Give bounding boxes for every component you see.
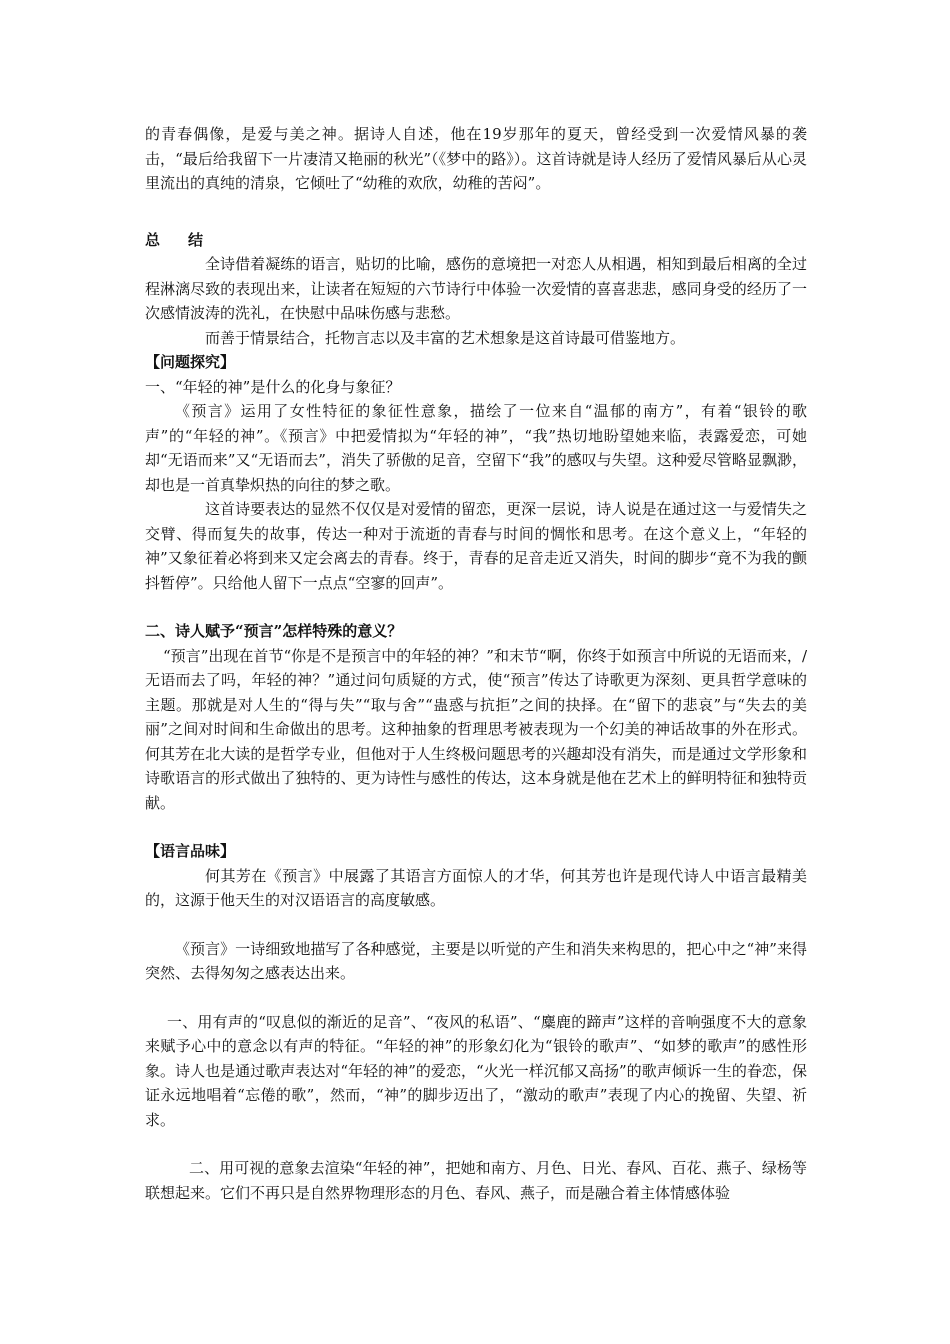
summary-paragraph-2: 而善于情景结合，托物言志以及丰富的艺术想象是这首诗最可借鉴地方。 <box>205 328 686 347</box>
spacer <box>145 1132 807 1156</box>
spacer <box>145 913 807 937</box>
inquiry-q2-paragraph: “预言”出现在首节“你是不是预言中的年轻的神？”和末节“啊，你终于如预言中所说的无语而来，/无语而去了吗，年轻的神？”通过问句质疑的方式，使“预言”传达了诗歌更为深刻、更具哲学意味的主题。那就是对人生的“得与失”“取与舍”“蛊惑与抗拒”之间的抉择。在“留下的悲哀”与“失去的美丽”之间对时间和生命做出的思考。这种抽象的哲理思考被表现为一个幻美的神话故事的外在形式。何其芳在北大读的是哲学专业，但他对于人生终极问题思考的兴趣却没有消失，而是通过文学形象和诗歌语言的形式做出了独特的、更为诗性与感性的传达，这本身就是他在艺术上的鲜明特征和独特贡献。 <box>145 646 807 812</box>
language-heading: 【语言品味】 <box>145 842 236 860</box>
spacer <box>145 595 807 619</box>
summary-heading <box>145 228 807 253</box>
spacer <box>145 986 807 1010</box>
language-paragraph-3: 一、用有声的“叹息似的渐近的足音”、“夜风的私语”、“麋鹿的蹄声”这样的音响强度不大的意象来赋予心中的意念以有声的特征。“年轻的神”的形象幻化为“银铃的歌声”、“如梦的歌声”的感性形象。诗人也是通过歌声表达对“年轻的神”的爱恋，“火光一样沉郁又高扬”的歌声倾诉一生的眷恋，保证永远地唱着“忘倦的歌”，然而，“神”的脚步迈出了，“激动的歌声”表现了内心的挽留、失望、祈求。 <box>145 1012 807 1129</box>
spacer <box>145 815 807 839</box>
document-page <box>145 122 807 1205</box>
inquiry-heading: 【问题探究】 <box>145 353 236 371</box>
spacer <box>145 196 807 220</box>
language-paragraph-1: 何其芳在《预言》中展露了其语言方面惊人的才华，何其芳也许是现代诗人中语言最精美的，这源于他天生的对汉语语言的高度敏感。 <box>145 866 807 909</box>
inquiry-question-1: 一、“年轻的神”是什么的化身与象征？ <box>145 377 401 396</box>
summary-heading-char-1: 总 <box>145 230 161 249</box>
inquiry-q1-paragraph-2: 这首诗要表达的显然不仅仅是对爱情的留恋，更深一层说，诗人说是在通过这一与爱情失之交臂、得而复失的故事，传达一种对于流逝的青春与时间的惆怅和思考。在这个意义上，“年轻的神”又象征着必将到来又定会离去的青春。终于，青春的足音走近又消失，时间的脚步“竟不为我的颤抖暂停”。只给他人留下一点点“空寥的回声”。 <box>145 500 807 592</box>
summary-paragraph-1: 全诗借着凝练的语言，贴切的比喻，感伤的意境把一对恋人从相遇，相知到最后相离的全过程淋漓尽致的表现出来，让读者在短短的六节诗行中体验一次爱情的喜喜悲悲，感同身受的经历了一次感情波涛的洗礼，在快慰中品味伤感与悲愁。 <box>145 255 807 322</box>
language-paragraph-2: 《预言》一诗细致地描写了各种感觉，主要是以听觉的产生和消失来构思的，把心中之“神”来得突然、去得匆匆之感表达出来。 <box>145 939 807 982</box>
inquiry-q1-paragraph-1: 《预言》运用了女性特征的象征性意象，描绘了一位来自“温郁的南方”，有着“银铃的歌声”的“年轻的神”。《预言》中把爱情拟为“年轻的神”，“我”热切地盼望她来临，表露爱恋，可她却“无语而来”又“无语而去”，消失了骄傲的足音，空留下“我”的感叹与失望。这种爱尽管略显飘渺，却也是一首真挚炽热的向往的梦之歌。 <box>145 402 807 494</box>
summary-heading-char-2: 结 <box>188 230 204 249</box>
intro-paragraph: 的青春偶像，是爱与美之神。据诗人自述，他在19岁那年的夏天，曾经受到一次爱情风暴的袭击，“最后给我留下一片凄清又艳丽的秋光”（《梦中的路》）。这首诗就是诗人经历了爱情风暴后从心灵里流出的真纯的清泉，它倾吐了“幼稚的欢欣，幼稚的苦闷”。 <box>145 125 807 192</box>
inquiry-question-2: 二、诗人赋予“预言”怎样特殊的意义？ <box>145 622 403 640</box>
language-paragraph-4: 二、用可视的意象去渲染“年轻的神”，把她和南方、月色、日光、春风、百花、燕子、绿杨等联想起来。它们不再只是自然界物理形态的月色、春风、燕子，而是融合着主体情感体验 <box>145 1159 807 1202</box>
